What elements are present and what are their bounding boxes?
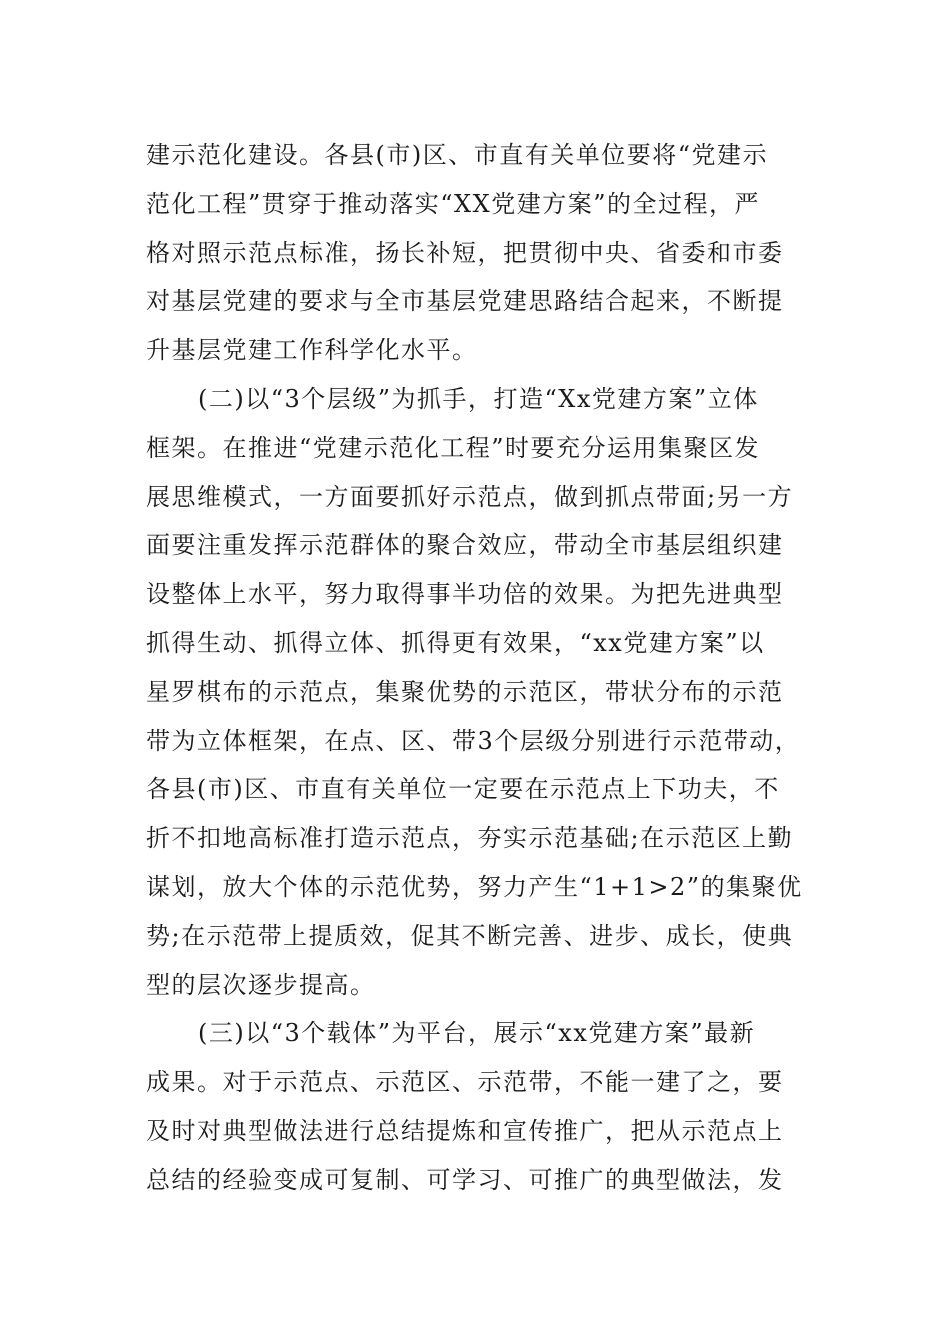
text-line: 对基层党建的要求与全市基层党建思路结合起来，不断提	[146, 287, 784, 316]
text-line: 格对照示范点标准，扬长补短，把贯彻中央、省委和市委	[146, 238, 784, 267]
text-line: 谋划，放大个体的示范优势，努力产生“1+1>2”的集聚优	[146, 872, 803, 901]
text-line: 折不扣地高标准打造示范点，夯实示范基础;在示范区上勤	[146, 824, 794, 853]
text-line: 建示范化建设。各县(市)区、市直有关单位要将“党建示	[146, 141, 768, 169]
text-line: 面要注重发挥示范群体的聚合效应，带动全市基层组织建	[146, 531, 784, 560]
text-line: 范化工程”贯穿于推动落实“XX党建方案”的全过程，严	[146, 189, 760, 218]
text-line: 总结的经验变成可复制、可学习、可推广的典型做法，发	[146, 1165, 784, 1194]
text-line: 各县(市)区、市直有关单位一定要在示范点上下功夫，不	[146, 775, 780, 804]
paragraph-start-line: (二)以“3个层级”为抓手，打造“Xx党建方案”立体	[198, 384, 759, 413]
paragraph-start-line: (三)以“3个载体”为平台，展示“xx党建方案”最新	[198, 1019, 756, 1048]
text-line: 展思维模式，一方面要抓好示范点，做到抓点带面;另一方	[146, 482, 794, 511]
text-line: 抓得生动、抓得立体、抓得更有效果，“xx党建方案”以	[146, 628, 765, 657]
text-line: 框架。在推进“党建示范化工程”时要充分运用集聚区发	[146, 433, 761, 462]
body-text	[146, 131, 816, 1205]
text-line: 成果。对于示范点、示范区、示范带，不能一建了之，要	[146, 1068, 784, 1097]
text-line: 设整体上水平，努力取得事半功倍的效果。为把先进典型	[146, 580, 784, 609]
text-line: 带为立体框架，在点、区、带3个层级分别进行示范带动，	[146, 726, 801, 755]
text-line: 升基层党建工作科学化水平。	[146, 336, 478, 365]
text-line: 星罗棋布的示范点，集聚优势的示范区，带状分布的示范	[146, 677, 784, 706]
text-line: 势;在示范带上提质效，促其不断完善、进步、成长，使典	[146, 921, 794, 950]
text-line: 型的层次逐步提高。	[146, 970, 376, 999]
text-line: 及时对典型做法进行总结提炼和宣传推广，把从示范点上	[146, 1116, 784, 1145]
